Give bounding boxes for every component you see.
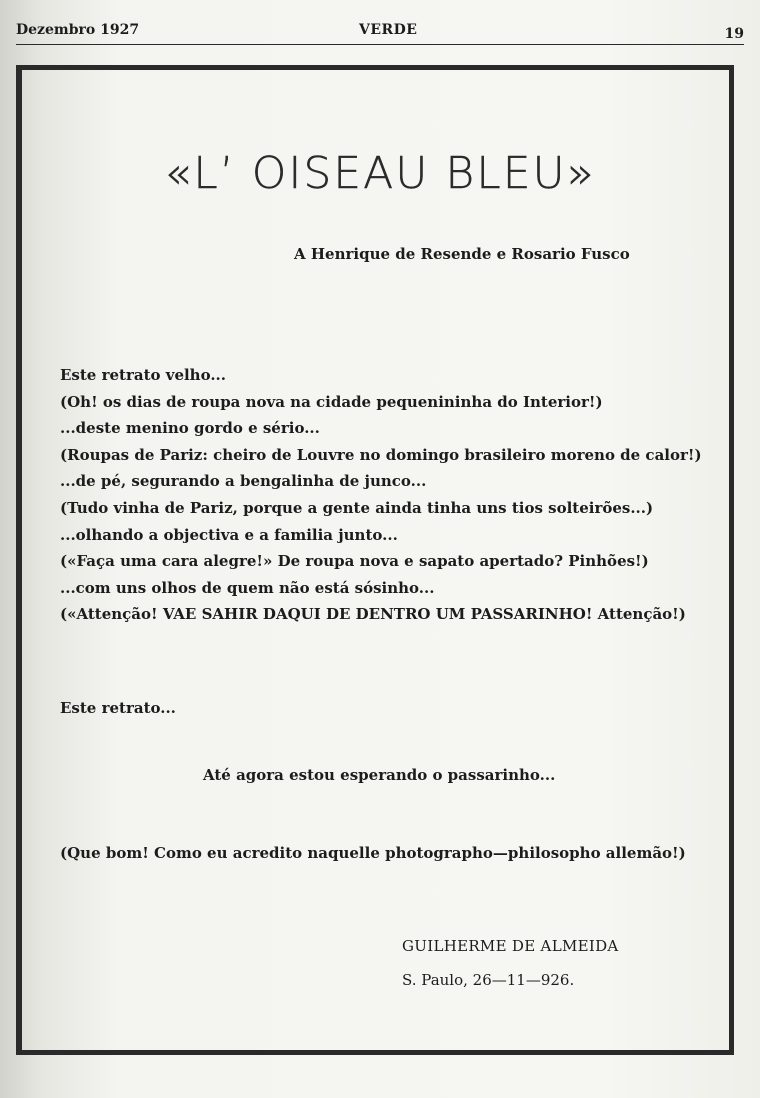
poem-dedication: A Henrique de Resende e Rosario Fusco bbox=[294, 245, 630, 263]
header-date: Dezembro 1927 bbox=[16, 22, 140, 38]
poem-line: ...deste menino gordo e sério... bbox=[60, 419, 320, 438]
poem-line: ...de pé, segurando a bengalinha de junco... bbox=[60, 472, 427, 491]
poem-line: (Tudo vinha de Pariz, porque a gente ainda tinha uns tios solteirões...) bbox=[60, 498, 654, 517]
header-magazine-title: VERDE bbox=[359, 22, 418, 38]
poem-line-quebom: (Que bom! Como eu acredito naquelle photographo—philosopho allemão!) bbox=[60, 844, 686, 862]
poem-line: ...com uns olhos de quem não está sósinho... bbox=[60, 578, 435, 597]
page-number: 19 bbox=[724, 26, 744, 42]
poem-line: (Roupas de Pariz: cheiro de Louvre no domingo brasileiro moreno de calor!) bbox=[60, 445, 702, 464]
poem-author: GUILHERME DE ALMEIDA bbox=[402, 937, 619, 955]
poem-line: (Oh! os dias de roupa nova na cidade pequenininha do Interior!) bbox=[60, 392, 603, 411]
poem-line: ...olhando a objectiva e a familia junto... bbox=[60, 525, 398, 544]
poem-place-date: S. Paulo, 26—11—926. bbox=[402, 971, 575, 989]
running-header bbox=[16, 22, 744, 45]
poem-line-esperando: Até agora estou esperando o passarinho... bbox=[203, 766, 556, 784]
poem-title: «L’ OISEAU BLEU» bbox=[164, 148, 596, 199]
poem-line-retrato: Este retrato... bbox=[60, 699, 176, 717]
poem-line: («Attenção! VAE SAHIR DAQUI DE DENTRO UM PASSARINHO! Attenção!) bbox=[60, 605, 686, 624]
poem-line: Este retrato velho... bbox=[60, 366, 226, 384]
poem-line: («Faça uma cara alegre!» De roupa nova e sapato apertado? Pinhões!) bbox=[60, 552, 649, 571]
poem-stanza bbox=[60, 365, 702, 631]
